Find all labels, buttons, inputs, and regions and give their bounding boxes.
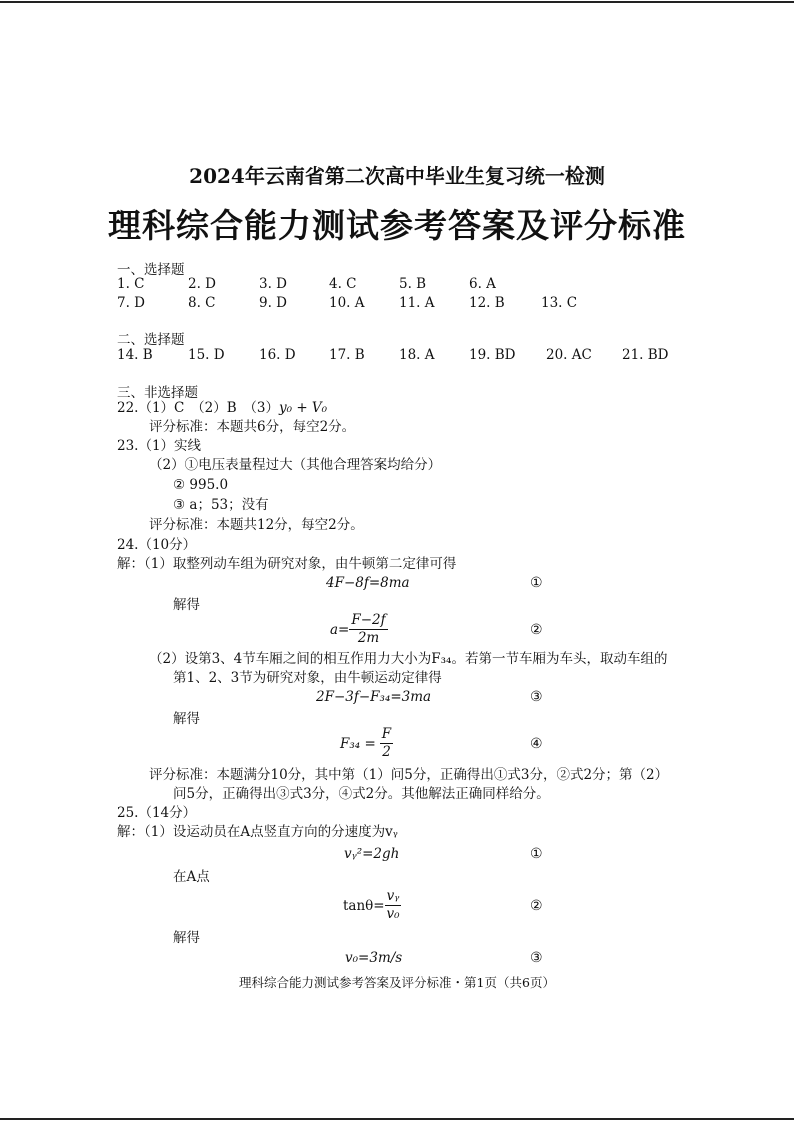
answer-cell: 10. A xyxy=(329,295,365,311)
answer-cell: 1. C xyxy=(117,276,145,292)
q24-heading: 24.（10分） xyxy=(117,537,197,553)
q22-answers-text: 22.（1）C （2）B （3） xyxy=(117,400,279,416)
q24-scoring-1: 评分标准：本题满分10分，其中第（1）问5分，正确得出①式3分，②式2分；第（2） xyxy=(149,767,669,783)
answer-cell: 7. D xyxy=(117,295,145,311)
answer-cell: 19. BD xyxy=(469,347,516,363)
top-border-line xyxy=(0,1,794,3)
q25-solve-label: 解得 xyxy=(173,930,200,946)
q24-eq4-numerator: F xyxy=(381,726,392,742)
equation-number: ③ xyxy=(530,689,543,705)
bottom-border-line xyxy=(0,1118,794,1120)
equation-number: ③ xyxy=(530,950,543,966)
q24-eq2-numerator: F−2f xyxy=(351,612,386,628)
answer-cell: 20. AC xyxy=(546,347,592,363)
q23-scoring: 评分标准：本题共12分，每空2分。 xyxy=(149,517,364,533)
q25-eq2-numerator: vᵧ xyxy=(386,888,400,904)
q22-scoring: 评分标准：本题共6分，每空2分。 xyxy=(149,419,356,435)
answer-cell: 5. B xyxy=(399,276,427,292)
equation-number: ① xyxy=(530,846,543,862)
q23-line-2: （2）①电压表量程过大（其他合理答案均给分） xyxy=(149,457,442,473)
q24-eq4-lhs: F₃₄ = xyxy=(340,735,376,752)
exam-subtitle: 2024年云南省第二次高中毕业生复习统一检测 xyxy=(189,164,605,188)
q25-part-1-text: 解：（1）设运动员在A点竖直方向的分速度为vᵧ xyxy=(117,824,398,840)
answer-cell: 11. A xyxy=(399,295,435,311)
q23-line-4: ③ a；53；没有 xyxy=(173,497,269,513)
answer-cell: 14. B xyxy=(117,347,153,363)
equation-number: ② xyxy=(530,622,543,638)
answer-cell: 2. D xyxy=(188,276,216,292)
q25-equation-3: v₀=3m/s xyxy=(345,950,403,966)
q24-equation-2 xyxy=(330,612,388,647)
answer-cell: 12. B xyxy=(469,295,505,311)
q24-part-2-text-2: 第1、2、3节为研究对象，由牛顿运动定律得 xyxy=(173,670,442,686)
section-3-heading: 三、非选择题 xyxy=(117,385,198,401)
page-footer: 理科综合能力测试参考答案及评分标准・第1页（共6页） xyxy=(239,975,555,990)
section-1-heading: 一、选择题 xyxy=(117,262,185,278)
answer-cell: 15. D xyxy=(188,347,225,363)
answer-cell: 4. C xyxy=(329,276,357,292)
q25-heading: 25.（14分） xyxy=(117,805,197,821)
equation-number: ② xyxy=(530,898,543,914)
q25-equation-1: vᵧ²=2gh xyxy=(344,846,400,862)
answer-cell: 8. C xyxy=(188,295,216,311)
answer-cell: 17. B xyxy=(329,347,365,363)
q22-expression: y₀ + V₀ xyxy=(279,400,328,416)
q24-solve-label-1: 解得 xyxy=(173,597,200,613)
q24-equation-3: 2F−3f−F₃₄=3ma xyxy=(316,689,432,705)
q24-part-1-text: 解：（1）取整列动车组为研究对象，由牛顿第二定律可得 xyxy=(117,556,457,572)
answer-cell: 21. BD xyxy=(622,347,669,363)
equation-number: ① xyxy=(530,575,543,591)
q25-equation-2 xyxy=(343,888,401,923)
answer-cell: 6. A xyxy=(469,276,496,292)
q24-equation-4 xyxy=(340,726,393,761)
q25-at-point-a: 在A点 xyxy=(173,869,210,885)
answer-cell: 13. C xyxy=(541,295,578,311)
q24-eq4-fraction xyxy=(380,726,393,761)
q24-solve-label-2: 解得 xyxy=(173,711,200,727)
q24-part-2-text-1: （2）设第3、4节车厢之间的相互作用力大小为F₃₄。若第一节车厢为车头，取动车组的 xyxy=(149,651,668,667)
answer-cell: 3. D xyxy=(259,276,287,292)
q23-line-3: ② 995.0 xyxy=(173,477,229,493)
q25-eq2-denominator: v₀ xyxy=(386,906,400,922)
q24-scoring-2: 问5分，正确得出③式3分，④式2分。其他解法正确同样给分。 xyxy=(173,786,550,802)
q24-eq2-denominator: 2m xyxy=(357,630,380,646)
answer-cell: 9. D xyxy=(259,295,287,311)
document-title: 理科综合能力测试参考答案及评分标准 xyxy=(108,206,686,245)
answer-cell: 16. D xyxy=(259,347,296,363)
answer-cell: 18. A xyxy=(399,347,435,363)
q25-eq2-fraction xyxy=(385,888,402,923)
equation-number: ④ xyxy=(530,736,543,752)
q24-equation-1: 4F−8f=8ma xyxy=(326,575,410,591)
q25-eq2-lhs: tanθ= xyxy=(343,897,385,914)
section-2-heading: 二、选择题 xyxy=(117,332,185,348)
q23-line-1: 23.（1）实线 xyxy=(117,438,202,454)
q24-eq4-denominator: 2 xyxy=(382,744,391,760)
q24-eq2-fraction xyxy=(349,612,387,647)
q24-eq2-lhs: a= xyxy=(330,621,350,638)
q22-answers xyxy=(117,400,327,417)
